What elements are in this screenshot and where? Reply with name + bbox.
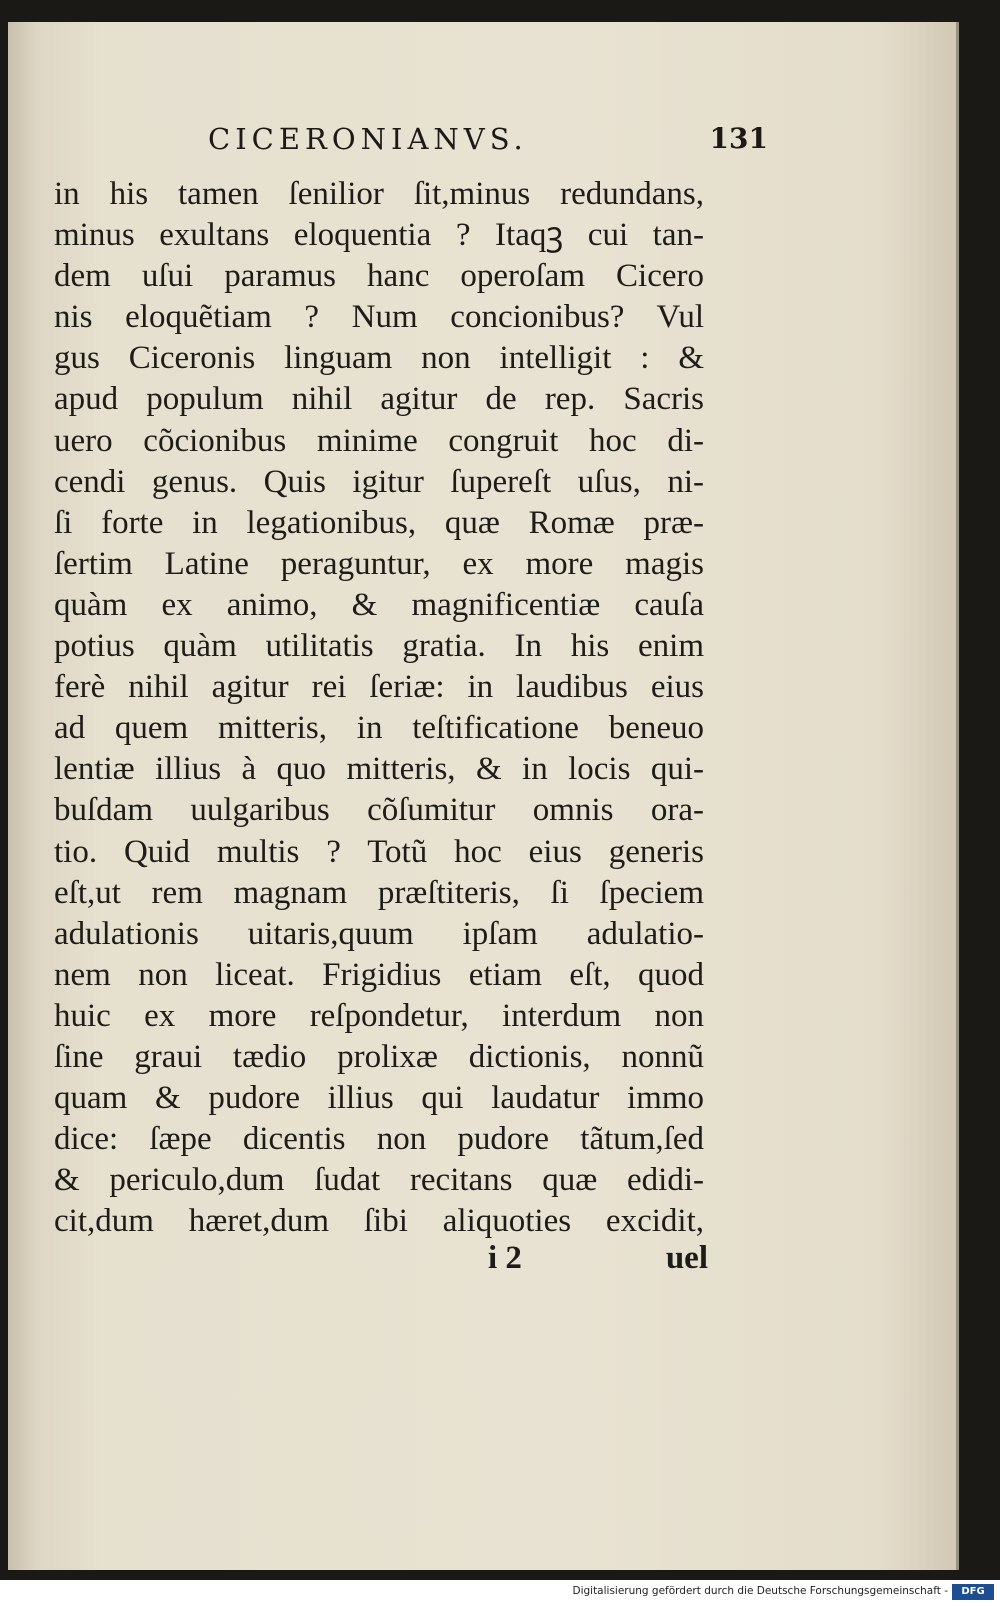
digitization-footer	[0, 1580, 1000, 1606]
text-line: in his tamen ſenilior ſit,minus redundans,	[54, 176, 704, 212]
text-line: apud populum nihil agitur de rep. Sacris	[54, 381, 704, 418]
text-line: cit,dum hæret,dum ſibi aliquoties excidit,	[54, 1203, 704, 1240]
text-line: nem non liceat. Frigidius etiam eſt, quod	[54, 956, 704, 993]
text-line: uero cõcionibus minime congruit hoc di-	[54, 422, 704, 459]
running-head: CICERONIANVS.	[208, 122, 528, 156]
text-line: ſi forte in legationibus, quæ Romæ præ-	[54, 504, 704, 541]
text-line: tio. Quid multis ? Totũ hoc eius generis	[54, 833, 704, 870]
text-line: quam & pudore illius qui laudatur immo	[54, 1080, 704, 1117]
text-line: gus Ciceronis linguam non intelligit : &	[54, 340, 704, 377]
text-line: & periculo,dum ſudat recitans quæ edidi-	[54, 1162, 704, 1199]
folio-number: 131	[709, 122, 768, 155]
text-line: ad quem mitteris, in teſtificatione beneuo	[54, 710, 704, 747]
text-line: ſine graui tædio prolixæ dictionis, nonnũ	[54, 1038, 704, 1075]
body-text	[54, 174, 704, 1242]
book-page	[8, 22, 959, 1570]
signature-mark: i 2	[488, 1240, 522, 1276]
text-line: ferè nihil agitur rei ſeriæ: in laudibus eius	[54, 669, 704, 706]
text-line: eſt,ut rem magnam præſtiteris, ſi ſpeciem	[54, 874, 704, 911]
text-line: cendi genus. Quis igitur ſupereſt uſus, ni-	[54, 463, 704, 500]
text-line: ſertim Latine peraguntur, ex more magis	[54, 545, 704, 582]
text-line: nis eloquẽtiam ? Num concionibus? Vul	[54, 299, 704, 336]
text-line: dem uſui paramus hanc operoſam Cicero	[54, 258, 704, 295]
text-line: lentiæ illius à quo mitteris, & in locis qui-	[54, 751, 704, 788]
text-line: dice: ſæpe dicentis non pudore tãtum,ſed	[54, 1121, 704, 1158]
text-line: potius quàm utilitatis gratia. In his enim	[54, 628, 704, 665]
funding-credit: Digitalisierung gefördert durch die Deutsche Forschungsgemeinschaft -	[572, 1585, 948, 1597]
page-header	[208, 122, 768, 162]
text-line: buſdam uulgaribus cõſumitur omnis ora-	[54, 792, 704, 829]
text-line: huic ex more reſpondetur, interdum non	[54, 997, 704, 1034]
catchword: uel	[665, 1240, 708, 1276]
text-line: minus exultans eloquentia ? Itaqꝫ cui tan-	[54, 217, 704, 254]
dfg-logo: DFG	[952, 1584, 994, 1600]
text-line: adulationis uitaris,quum ipſam adulatio-	[54, 915, 704, 952]
text-line: quàm ex animo, & magnificentiæ cauſa	[54, 586, 704, 623]
page-foot	[478, 1240, 708, 1284]
